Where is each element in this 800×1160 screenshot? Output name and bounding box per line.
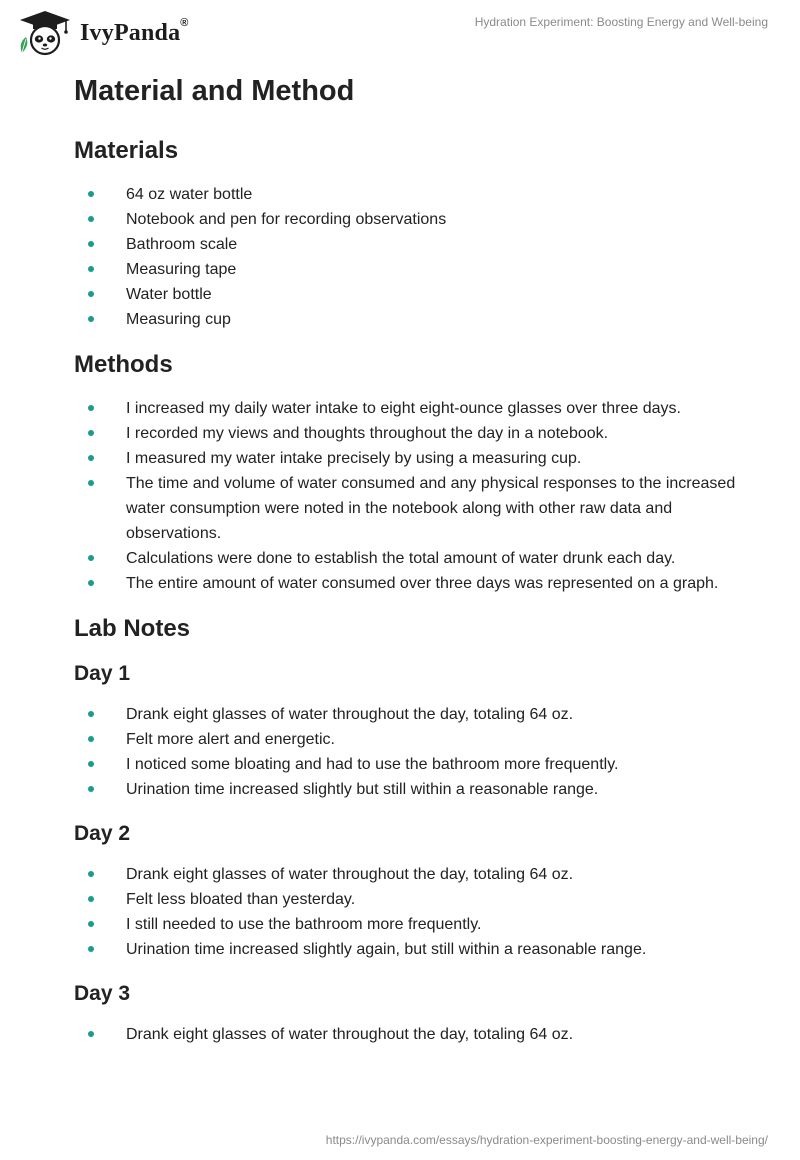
- page-title: Material and Method: [74, 75, 355, 107]
- list-item: Drank eight glasses of water throughout the day, totaling 64 oz.: [74, 1022, 754, 1047]
- list-item: Measuring cup: [74, 307, 754, 332]
- bullet-icon: [88, 555, 94, 561]
- list-item: The entire amount of water consumed over three days was represented on a graph.: [74, 571, 754, 596]
- ivypanda-logo[interactable]: [14, 9, 189, 57]
- list-item: Drank eight glasses of water throughout the day, totaling 64 oz.: [74, 702, 754, 727]
- list-item: Notebook and pen for recording observations: [74, 207, 754, 232]
- list-item: Measuring tape: [74, 257, 754, 282]
- methods-list: [74, 396, 754, 596]
- list-item: Urination time increased slightly again, but still within a reasonable range.: [74, 937, 754, 962]
- main-content: [74, 72, 754, 1065]
- bullet-icon: [88, 921, 94, 927]
- bullet-icon: [88, 430, 94, 436]
- bullet-icon: [88, 480, 94, 486]
- lab-notes-heading: Lab Notes: [74, 615, 191, 642]
- materials-list: [74, 182, 754, 332]
- methods-heading: Methods: [74, 351, 173, 378]
- list-item: Drank eight glasses of water throughout the day, totaling 64 oz.: [74, 862, 754, 887]
- list-item: 64 oz water bottle: [74, 182, 754, 207]
- bullet-icon: [88, 871, 94, 877]
- materials-heading: Materials: [74, 137, 179, 164]
- day-2-list: [74, 862, 754, 962]
- bullet-icon: [88, 786, 94, 792]
- panda-logo-icon: [14, 9, 76, 57]
- bullet-icon: [88, 455, 94, 461]
- list-item: Calculations were done to establish the total amount of water drunk each day.: [74, 546, 754, 571]
- bullet-icon: [88, 896, 94, 902]
- bullet-icon: [88, 266, 94, 272]
- bullet-icon: [88, 580, 94, 586]
- day-3-heading: Day 3: [74, 982, 131, 1005]
- bullet-icon: [88, 711, 94, 717]
- day-3-list: [74, 1022, 754, 1047]
- bullet-icon: [88, 405, 94, 411]
- day-2-heading: Day 2: [74, 822, 131, 845]
- list-item: The time and volume of water consumed and any physical responses to the increased water consumption were noted in the notebook along with other raw data and observations.: [74, 471, 754, 546]
- day-1-list: [74, 702, 754, 802]
- list-item: Urination time increased slightly but still within a reasonable range.: [74, 777, 754, 802]
- bullet-icon: [88, 241, 94, 247]
- document-title: Hydration Experiment: Boosting Energy and Well-being: [474, 15, 768, 29]
- bullet-icon: [88, 316, 94, 322]
- list-item: Bathroom scale: [74, 232, 754, 257]
- day-1-heading: Day 1: [74, 662, 131, 685]
- list-item: Felt more alert and energetic.: [74, 727, 754, 752]
- list-item: I still needed to use the bathroom more frequently.: [74, 912, 754, 937]
- bullet-icon: [88, 736, 94, 742]
- list-item: I increased my daily water intake to eight eight-ounce glasses over three days.: [74, 396, 754, 421]
- list-item: I measured my water intake precisely by using a measuring cup.: [74, 446, 754, 471]
- page-header: [0, 0, 800, 66]
- list-item: Water bottle: [74, 282, 754, 307]
- bullet-icon: [88, 216, 94, 222]
- bullet-icon: [88, 761, 94, 767]
- bullet-icon: [88, 1031, 94, 1037]
- list-item: Felt less bloated than yesterday.: [74, 887, 754, 912]
- list-item: I recorded my views and thoughts throughout the day in a notebook.: [74, 421, 754, 446]
- bullet-icon: [88, 946, 94, 952]
- source-url[interactable]: https://ivypanda.com/essays/hydration-experiment-boosting-energy-and-well-being/: [325, 1133, 768, 1147]
- bullet-icon: [88, 191, 94, 197]
- bullet-icon: [88, 291, 94, 297]
- list-item: I noticed some bloating and had to use the bathroom more frequently.: [74, 752, 754, 777]
- logo-text: IvyPanda®: [80, 16, 189, 46]
